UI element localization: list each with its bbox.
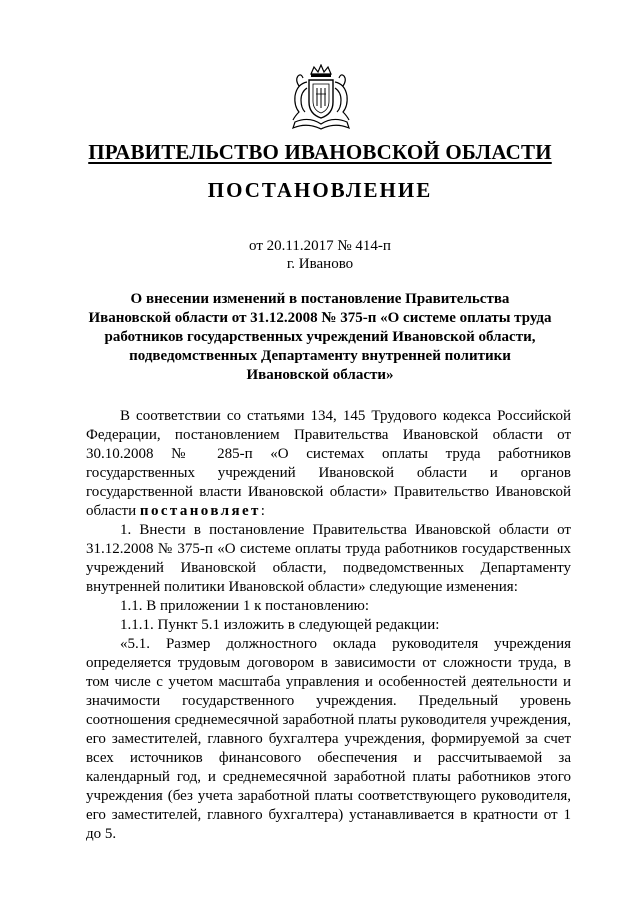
title-line: работников государственных учреждений Ивановской области, — [104, 329, 536, 345]
title-line: Ивановской области» — [246, 367, 394, 383]
document-type: ПОСТАНОВЛЕНИЕ — [207, 178, 433, 202]
document-date-number: от 20.11.2017 № 414-п — [249, 238, 391, 254]
title-line: подведомственных Департаменту внутренней политики — [129, 348, 511, 364]
clause-5-1-text: «5.1. Размер должностного оклада руководителя учреждения определяется трудовым договором в зависимости от сложности труда, в том числе с учетом масштаба управления и особенностей деятельности и значимости государственного учреждения. Предельный уровень соотношения среднемесячной заработной платы руководителя учреждения, его заместителей, главного бухгалтера учреждения, формируемой за счет всех источников финансового обеспечения и рассчитываемой за календарный год, и среднемесячной заработной платы работников этого учреждения (без учета заработной платы соответствующего руководителя, его заместителей, главного бухгалтера) устанавливается в кратности от 1 до 5. — [86, 636, 571, 842]
resolve-colon: : — [260, 503, 265, 519]
document-body — [86, 407, 571, 844]
title-line: Ивановской области от 31.12.2008 № 375-п «О системе оплаты труда — [88, 310, 552, 326]
clause-1-1: 1.1. В приложении 1 к постановлению: — [120, 598, 370, 614]
document-title — [86, 290, 554, 385]
title-line: О внесении изменений в постановление Правительства — [130, 291, 510, 307]
coat-of-arms-icon — [289, 64, 353, 130]
organization-title: ПРАВИТЕЛЬСТВО ИВАНОВСКОЙ ОБЛАСТИ — [88, 140, 552, 164]
document-city: г. Иваново — [286, 256, 354, 272]
preamble-paragraph — [86, 407, 571, 521]
clause-1-1-1: 1.1.1. Пункт 5.1 изложить в следующей редакции: — [120, 617, 440, 633]
resolve-verb: постановляет — [139, 503, 261, 519]
preamble-text: В соответствии со статьями 134, 145 Трудового кодекса Российской Федерации, постановлением Правительства Ивановской области от 30.10.2008 № 285-п «О системах оплаты труда работников государственных учреждений Ивановской области и органов государственной власти Ивановской области» Правительство Ивановской области — [86, 408, 571, 519]
clause-1: 1. Внести в постановление Правительства Ивановской области от 31.12.2008 № 375-п «О системе оплаты труда работников государственных учреждений Ивановской области, подведомственных Департаменту внутренней политики Ивановской области» следующие изменения: — [86, 522, 571, 595]
